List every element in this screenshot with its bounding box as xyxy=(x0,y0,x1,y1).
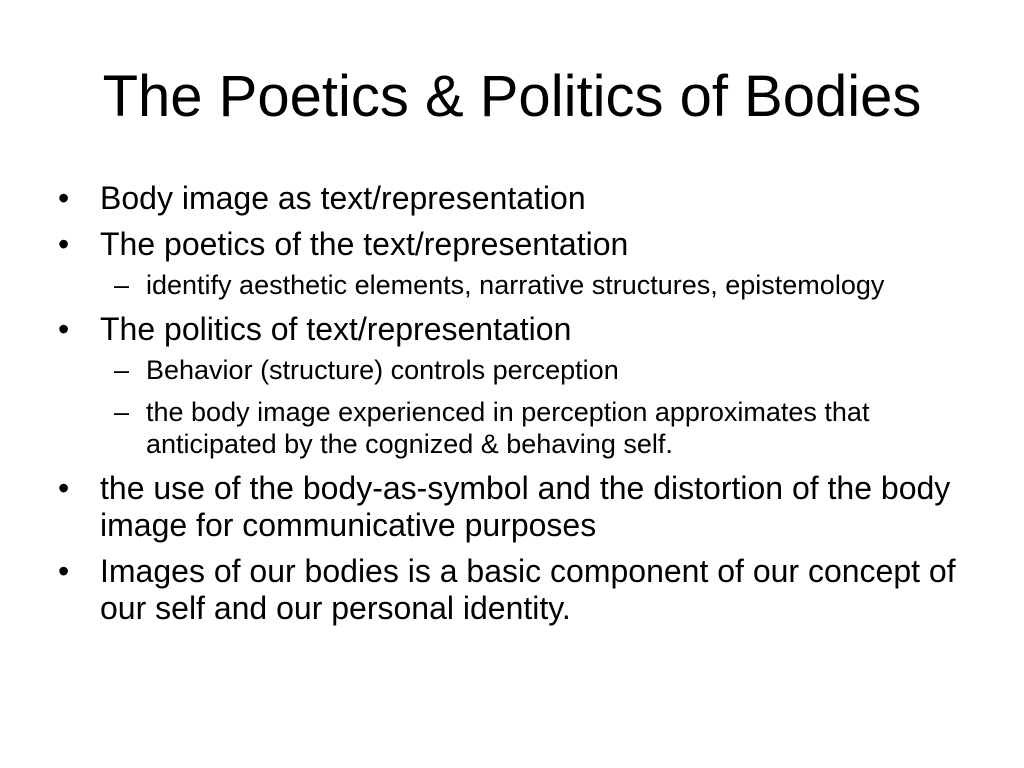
sub-bullet-list xyxy=(100,269,978,301)
sub-bullet-text: identify aesthetic elements, narrative structures, epistemology xyxy=(146,270,885,300)
bullet-text: Body image as text/representation xyxy=(100,180,586,216)
bullet-text: the use of the body-as-symbol and the distortion of the body image for communicative purposes xyxy=(100,470,951,543)
bullet-item xyxy=(58,226,978,301)
dash-icon: – xyxy=(114,397,130,427)
bullet-icon: • xyxy=(58,470,70,506)
bullet-list xyxy=(58,180,978,636)
bullet-icon: • xyxy=(58,226,70,262)
sub-bullet-item xyxy=(100,269,978,301)
sub-bullet-text: Behavior (structure) controls perception xyxy=(146,355,619,385)
bullet-icon: • xyxy=(58,553,70,589)
bullet-text: The politics of text/representation xyxy=(100,311,572,347)
bullet-item xyxy=(58,180,978,217)
sub-bullet-text: the body image experienced in perception approximates that anticipated by the cognized & behaving self. xyxy=(146,397,870,459)
bullet-icon: • xyxy=(58,180,70,216)
dash-icon: – xyxy=(114,270,130,300)
bullet-item xyxy=(58,470,978,544)
sub-bullet-list xyxy=(100,354,978,460)
bullet-icon: • xyxy=(58,311,70,347)
bullet-text: The poetics of the text/representation xyxy=(100,226,629,262)
bullet-item xyxy=(58,311,978,460)
sub-bullet-item xyxy=(100,354,978,386)
slide-title: The Poetics & Politics of Bodies xyxy=(102,64,922,129)
bullet-item xyxy=(58,553,978,627)
bullet-text: Images of our bodies is a basic component of our concept of our self and our personal identity. xyxy=(100,553,956,626)
sub-bullet-item xyxy=(100,396,978,460)
dash-icon: – xyxy=(114,355,130,385)
